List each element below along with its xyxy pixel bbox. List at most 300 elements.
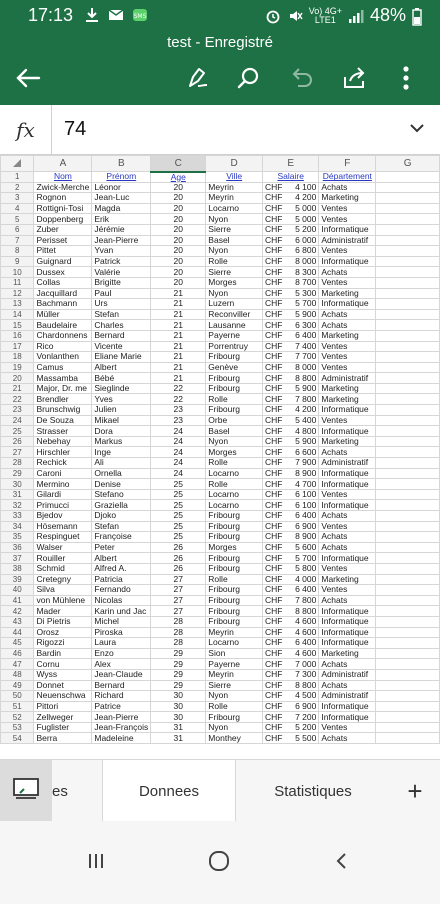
cell-age[interactable]: 30 [151, 712, 206, 723]
row-number[interactable]: 4 [1, 203, 34, 214]
cell-departement[interactable]: Administratif [319, 458, 376, 469]
cell-departement[interactable]: Marketing [319, 436, 376, 447]
table-row[interactable] [1, 182, 440, 193]
tab-statistiques[interactable]: Statistiques [274, 782, 352, 800]
cell-age[interactable]: 21 [151, 373, 206, 384]
cell-age[interactable]: 20 [151, 267, 206, 278]
cell-prenom[interactable]: Jean-François [92, 722, 151, 733]
cell-salaire[interactable] [263, 500, 319, 511]
cell-prenom[interactable]: Patrice [92, 701, 151, 712]
document-title[interactable]: test - Enregistré [167, 34, 273, 51]
share-button[interactable] [336, 62, 372, 98]
cell[interactable] [376, 182, 440, 193]
cell-nom[interactable]: Cornu [34, 659, 92, 670]
cell-age[interactable]: 25 [151, 479, 206, 490]
row-number[interactable]: 6 [1, 224, 34, 235]
cell-departement[interactable]: Informatique [319, 627, 376, 638]
table-row[interactable] [1, 373, 440, 384]
cell-age[interactable]: 20 [151, 235, 206, 246]
cell-prenom[interactable]: Patricia [92, 574, 151, 585]
cell-prenom[interactable]: Julien [92, 405, 151, 416]
table-row[interactable] [1, 553, 440, 564]
cell[interactable] [376, 479, 440, 490]
cell-age[interactable]: 30 [151, 701, 206, 712]
add-sheet-button[interactable]: + [407, 775, 423, 806]
cell-nom[interactable]: Mader [34, 606, 92, 617]
cell-age[interactable]: 28 [151, 616, 206, 627]
cell-nom[interactable]: Müller [34, 309, 92, 320]
cell-departement[interactable]: Achats [319, 182, 376, 193]
cell-prenom[interactable]: Piroska [92, 627, 151, 638]
cell-age[interactable]: 27 [151, 585, 206, 596]
cell-prenom[interactable]: Sieglinde [92, 383, 151, 394]
cell-nom[interactable]: Donnet [34, 680, 92, 691]
cell[interactable] [376, 585, 440, 596]
cell-nom[interactable]: Camus [34, 362, 92, 373]
cell-ville[interactable]: Fribourg [206, 405, 263, 416]
cell-departement[interactable]: Ventes [319, 203, 376, 214]
cell-salaire[interactable] [263, 193, 319, 204]
table-row[interactable] [1, 288, 440, 299]
cell[interactable] [376, 638, 440, 649]
cell[interactable] [376, 309, 440, 320]
cell-age[interactable]: 25 [151, 489, 206, 500]
cell-prenom[interactable]: Ornella [92, 468, 151, 479]
row-number[interactable]: 54 [1, 733, 34, 744]
cell-departement[interactable]: Ventes [319, 246, 376, 257]
cell-age[interactable]: 24 [151, 447, 206, 458]
back-nav-button[interactable] [312, 839, 372, 887]
undo-button[interactable] [283, 62, 319, 98]
cell-nom[interactable]: Rottigni-Tosi [34, 203, 92, 214]
cell-prenom[interactable]: Eliane Marie [92, 352, 151, 363]
table-row[interactable] [1, 277, 440, 288]
cell-prenom[interactable]: Dora [92, 426, 151, 437]
more-options-button[interactable] [388, 62, 424, 98]
function-button[interactable]: fx [0, 105, 52, 155]
cell-departement[interactable]: Ventes [319, 722, 376, 733]
cell-ville[interactable]: Fribourg [206, 585, 263, 596]
cell-departement[interactable]: Ventes [319, 341, 376, 352]
cell-age[interactable]: 21 [151, 362, 206, 373]
cell-age[interactable]: 21 [151, 352, 206, 363]
cell-salaire[interactable] [263, 309, 319, 320]
cell-salaire[interactable] [263, 182, 319, 193]
cell-age[interactable]: 25 [151, 500, 206, 511]
cell-departement[interactable]: Marketing [319, 288, 376, 299]
cell-age[interactable]: 20 [151, 203, 206, 214]
header-nom[interactable]: Nom [34, 172, 92, 183]
cell-ville[interactable]: Fribourg [206, 553, 263, 564]
cell[interactable] [376, 256, 440, 267]
cell-ville[interactable]: Sierre [206, 224, 263, 235]
row-number[interactable]: 32 [1, 500, 34, 511]
table-row[interactable] [1, 235, 440, 246]
cell-nom[interactable]: Fuglister [34, 722, 92, 733]
cell-ville[interactable]: Locarno [206, 638, 263, 649]
cell-salaire[interactable] [263, 426, 319, 437]
cell-age[interactable]: 26 [151, 563, 206, 574]
cell[interactable] [376, 574, 440, 585]
row-number[interactable]: 24 [1, 415, 34, 426]
cell-nom[interactable]: Zwick-Merche [34, 182, 92, 193]
cell-age[interactable]: 29 [151, 680, 206, 691]
cell-salaire[interactable] [263, 203, 319, 214]
row-number[interactable]: 46 [1, 648, 34, 659]
cell-ville[interactable]: Reconviller [206, 309, 263, 320]
cell[interactable] [376, 320, 440, 331]
table-row[interactable] [1, 489, 440, 500]
cell-salaire[interactable] [263, 542, 319, 553]
row-number[interactable]: 45 [1, 638, 34, 649]
row-number[interactable]: 23 [1, 405, 34, 416]
cell-nom[interactable]: Brendler [34, 394, 92, 405]
row-number[interactable]: 5 [1, 214, 34, 225]
cell-prenom[interactable]: Laura [92, 638, 151, 649]
cell[interactable] [376, 691, 440, 702]
cell-prenom[interactable]: Valérie [92, 267, 151, 278]
cell-ville[interactable]: Fribourg [206, 712, 263, 723]
cell-departement[interactable]: Achats [319, 595, 376, 606]
table-row[interactable] [1, 722, 440, 733]
cell-prenom[interactable]: Peter [92, 542, 151, 553]
cell-age[interactable]: 24 [151, 426, 206, 437]
cell-ville[interactable]: Rolle [206, 256, 263, 267]
cell-prenom[interactable]: Françoise [92, 532, 151, 543]
cell-nom[interactable]: Rechick [34, 458, 92, 469]
cell-salaire[interactable] [263, 447, 319, 458]
cell-nom[interactable]: Zuber [34, 224, 92, 235]
cell-ville[interactable]: Fribourg [206, 373, 263, 384]
cell-age[interactable]: 24 [151, 436, 206, 447]
tab-previous-sheet[interactable]: es [52, 782, 68, 800]
cell-salaire[interactable] [263, 659, 319, 670]
table-row[interactable] [1, 415, 440, 426]
cell-prenom[interactable]: Alfred A. [92, 563, 151, 574]
row-number[interactable]: 43 [1, 616, 34, 627]
cell-prenom[interactable]: Albert [92, 553, 151, 564]
table-row[interactable] [1, 479, 440, 490]
cell-prenom[interactable]: Paul [92, 288, 151, 299]
header-age[interactable]: Age [151, 172, 206, 183]
cell-salaire[interactable] [263, 235, 319, 246]
cell-ville[interactable]: Meyrin [206, 669, 263, 680]
header-prenom[interactable]: Prénom [92, 172, 151, 183]
cell-age[interactable]: 31 [151, 722, 206, 733]
expand-formula-button[interactable] [408, 119, 426, 142]
table-row[interactable] [1, 447, 440, 458]
cell-departement[interactable]: Marketing [319, 394, 376, 405]
cell-prenom[interactable]: Charles [92, 320, 151, 331]
cell[interactable] [376, 235, 440, 246]
cell-departement[interactable]: Ventes [319, 362, 376, 373]
cell-departement[interactable]: Informatique [319, 701, 376, 712]
row-number[interactable]: 31 [1, 489, 34, 500]
cell-nom[interactable]: Perisset [34, 235, 92, 246]
sheets-menu-button[interactable] [0, 760, 52, 822]
cell-nom[interactable]: Bardin [34, 648, 92, 659]
cell-ville[interactable]: Rolle [206, 701, 263, 712]
cell-prenom[interactable]: Bébé [92, 373, 151, 384]
cell-age[interactable]: 26 [151, 553, 206, 564]
row-number[interactable]: 8 [1, 246, 34, 257]
cell-departement[interactable]: Achats [319, 659, 376, 670]
cell-nom[interactable]: Primucci [34, 500, 92, 511]
cell-salaire[interactable] [263, 224, 319, 235]
cell-ville[interactable]: Morges [206, 277, 263, 288]
cell-nom[interactable]: Hirschler [34, 447, 92, 458]
table-row[interactable] [1, 193, 440, 204]
cell-departement[interactable]: Marketing [319, 193, 376, 204]
cell-prenom[interactable]: Madeleine [92, 733, 151, 744]
cell[interactable] [376, 701, 440, 712]
table-row[interactable] [1, 330, 440, 341]
cell-departement[interactable]: Marketing [319, 648, 376, 659]
cell-ville[interactable]: Fribourg [206, 595, 263, 606]
cell-departement[interactable]: Informatique [319, 500, 376, 511]
cell-departement[interactable]: Informatique [319, 405, 376, 416]
cell-departement[interactable]: Administratif [319, 235, 376, 246]
back-button[interactable] [10, 62, 46, 98]
home-button[interactable] [189, 839, 249, 887]
cell-departement[interactable]: Marketing [319, 574, 376, 585]
table-row[interactable] [1, 680, 440, 691]
cell[interactable] [376, 733, 440, 744]
cell-nom[interactable]: Guignard [34, 256, 92, 267]
row-number[interactable]: 28 [1, 458, 34, 469]
table-row[interactable] [1, 383, 440, 394]
cell-departement[interactable]: Informatique [319, 553, 376, 564]
cell-ville[interactable]: Sierre [206, 267, 263, 278]
cell[interactable] [376, 352, 440, 363]
cell-nom[interactable]: Brunschwig [34, 405, 92, 416]
cell-salaire[interactable] [263, 553, 319, 564]
cell[interactable] [376, 458, 440, 469]
table-row[interactable] [1, 458, 440, 469]
row-number[interactable]: 25 [1, 426, 34, 437]
cell-age[interactable]: 23 [151, 415, 206, 426]
row-number[interactable]: 13 [1, 299, 34, 310]
cell-nom[interactable]: Pittori [34, 701, 92, 712]
cell[interactable] [376, 489, 440, 500]
cell-prenom[interactable]: Alex [92, 659, 151, 670]
table-row[interactable] [1, 246, 440, 257]
cell-salaire[interactable] [263, 394, 319, 405]
table-row[interactable] [1, 299, 440, 310]
cell-nom[interactable]: Chardonnens [34, 330, 92, 341]
cell-prenom[interactable]: Stefano [92, 489, 151, 500]
cell-departement[interactable]: Ventes [319, 277, 376, 288]
cell-prenom[interactable]: Michel [92, 616, 151, 627]
cell-salaire[interactable] [263, 585, 319, 596]
cell[interactable] [376, 341, 440, 352]
cell-age[interactable]: 21 [151, 309, 206, 320]
cell[interactable] [376, 277, 440, 288]
cell-ville[interactable]: Fribourg [206, 563, 263, 574]
cell-prenom[interactable]: Richard [92, 691, 151, 702]
row-number[interactable]: 22 [1, 394, 34, 405]
cell[interactable] [376, 627, 440, 638]
cell-ville[interactable]: Fribourg [206, 383, 263, 394]
cell-departement[interactable]: Informatique [319, 606, 376, 617]
table-row[interactable] [1, 648, 440, 659]
cell-departement[interactable]: Ventes [319, 521, 376, 532]
cell-ville[interactable]: Payerne [206, 659, 263, 670]
row-number[interactable]: 50 [1, 691, 34, 702]
cell-age[interactable]: 29 [151, 648, 206, 659]
row-number[interactable]: 9 [1, 256, 34, 267]
cell-nom[interactable]: Hösemann [34, 521, 92, 532]
table-row[interactable] [1, 405, 440, 416]
cell-salaire[interactable] [263, 362, 319, 373]
cell-age[interactable]: 23 [151, 405, 206, 416]
cell-ville[interactable]: Nyon [206, 214, 263, 225]
row-number[interactable]: 10 [1, 267, 34, 278]
cell-age[interactable]: 21 [151, 330, 206, 341]
cell-salaire[interactable] [263, 288, 319, 299]
cell-prenom[interactable]: Yves [92, 394, 151, 405]
cell-age[interactable]: 25 [151, 511, 206, 522]
cell-age[interactable]: 27 [151, 595, 206, 606]
cell-ville[interactable]: Rolle [206, 574, 263, 585]
cell-departement[interactable]: Informatique [319, 224, 376, 235]
cell[interactable] [376, 267, 440, 278]
table-row[interactable] [1, 691, 440, 702]
cell-age[interactable]: 28 [151, 627, 206, 638]
cell-age[interactable]: 20 [151, 256, 206, 267]
cell-nom[interactable]: De Souza [34, 415, 92, 426]
row-number[interactable]: 2 [1, 182, 34, 193]
cell-ville[interactable]: Morges [206, 542, 263, 553]
cell-prenom[interactable]: Erik [92, 214, 151, 225]
table-row[interactable] [1, 500, 440, 511]
cell-departement[interactable]: Achats [319, 447, 376, 458]
cell-prenom[interactable]: Yvan [92, 246, 151, 257]
table-row[interactable] [1, 542, 440, 553]
cell-departement[interactable]: Achats [319, 542, 376, 553]
cell-salaire[interactable] [263, 521, 319, 532]
header-ville[interactable]: Ville [206, 172, 263, 183]
cell-age[interactable]: 20 [151, 193, 206, 204]
cell-prenom[interactable]: Jean-Claude [92, 669, 151, 680]
cell-salaire[interactable] [263, 532, 319, 543]
row-number[interactable]: 34 [1, 521, 34, 532]
cell[interactable] [376, 405, 440, 416]
cell-nom[interactable]: Di Pietris [34, 616, 92, 627]
row-number[interactable]: 17 [1, 341, 34, 352]
cell-prenom[interactable]: Ali [92, 458, 151, 469]
column-header-g[interactable]: G [376, 156, 440, 172]
cell-departement[interactable]: Ventes [319, 585, 376, 596]
cell-ville[interactable]: Nyon [206, 288, 263, 299]
table-row[interactable] [1, 659, 440, 670]
cell-ville[interactable]: Nyon [206, 691, 263, 702]
column-header-f[interactable]: F [319, 156, 376, 172]
table-row[interactable] [1, 669, 440, 680]
cell-salaire[interactable] [263, 256, 319, 267]
cell[interactable] [376, 468, 440, 479]
row-number[interactable]: 39 [1, 574, 34, 585]
cell-departement[interactable]: Achats [319, 680, 376, 691]
cell-ville[interactable]: Sierre [206, 680, 263, 691]
table-row[interactable] [1, 511, 440, 522]
cell-salaire[interactable] [263, 267, 319, 278]
cell-prenom[interactable]: Enzo [92, 648, 151, 659]
cell-nom[interactable]: Nebehay [34, 436, 92, 447]
cell-prenom[interactable]: Inge [92, 447, 151, 458]
cell-nom[interactable]: Doppenberg [34, 214, 92, 225]
cell-nom[interactable]: Major, Dr. me [34, 383, 92, 394]
cell-prenom[interactable]: Albert [92, 362, 151, 373]
cell[interactable] [376, 511, 440, 522]
cell-prenom[interactable]: Brigitte [92, 277, 151, 288]
cell-ville[interactable]: Fribourg [206, 606, 263, 617]
cell-ville[interactable]: Locarno [206, 500, 263, 511]
cell-prenom[interactable]: Jérémie [92, 224, 151, 235]
cell-nom[interactable]: Silva [34, 585, 92, 596]
cell-age[interactable]: 22 [151, 394, 206, 405]
cell-nom[interactable]: Mermino [34, 479, 92, 490]
cell-age[interactable]: 30 [151, 691, 206, 702]
cell-salaire[interactable] [263, 627, 319, 638]
cell-ville[interactable]: Fribourg [206, 521, 263, 532]
cell-salaire[interactable] [263, 277, 319, 288]
column-header-b[interactable]: B [92, 156, 151, 172]
cell-ville[interactable]: Porrentruy [206, 341, 263, 352]
cell-departement[interactable]: Ventes [319, 489, 376, 500]
table-row[interactable] [1, 701, 440, 712]
cell[interactable] [376, 542, 440, 553]
cell-nom[interactable]: Respinguet [34, 532, 92, 543]
row-number[interactable]: 36 [1, 542, 34, 553]
cell[interactable] [376, 224, 440, 235]
table-row[interactable] [1, 309, 440, 320]
cell-nom[interactable]: Caroni [34, 468, 92, 479]
table-row[interactable] [1, 585, 440, 596]
cell[interactable] [376, 426, 440, 437]
cell-ville[interactable]: Fribourg [206, 352, 263, 363]
cell-salaire[interactable] [263, 701, 319, 712]
cell[interactable] [376, 373, 440, 384]
select-all-corner[interactable] [1, 156, 34, 172]
cell-age[interactable]: 21 [151, 341, 206, 352]
cell-departement[interactable]: Informatique [319, 616, 376, 627]
table-row[interactable] [1, 214, 440, 225]
cell-nom[interactable]: Cretegny [34, 574, 92, 585]
cell-ville[interactable]: Meyrin [206, 182, 263, 193]
cell-ville[interactable]: Rolle [206, 458, 263, 469]
table-row[interactable] [1, 733, 440, 744]
table-row[interactable] [1, 712, 440, 723]
row-number[interactable]: 33 [1, 511, 34, 522]
cell-departement[interactable]: Informatique [319, 712, 376, 723]
cell-departement[interactable]: Informatique [319, 468, 376, 479]
cell[interactable] [376, 680, 440, 691]
cell-prenom[interactable]: Stefan [92, 309, 151, 320]
cell[interactable] [376, 299, 440, 310]
row-number[interactable]: 51 [1, 701, 34, 712]
cell-salaire[interactable] [263, 330, 319, 341]
cell-salaire[interactable] [263, 352, 319, 363]
row-number[interactable]: 35 [1, 532, 34, 543]
cell-prenom[interactable]: Denise [92, 479, 151, 490]
cell-departement[interactable]: Informatique [319, 638, 376, 649]
cell-age[interactable]: 31 [151, 733, 206, 744]
table-row[interactable] [1, 627, 440, 638]
cell-ville[interactable]: Luzern [206, 299, 263, 310]
cell-age[interactable]: 25 [151, 521, 206, 532]
cell-age[interactable]: 26 [151, 542, 206, 553]
